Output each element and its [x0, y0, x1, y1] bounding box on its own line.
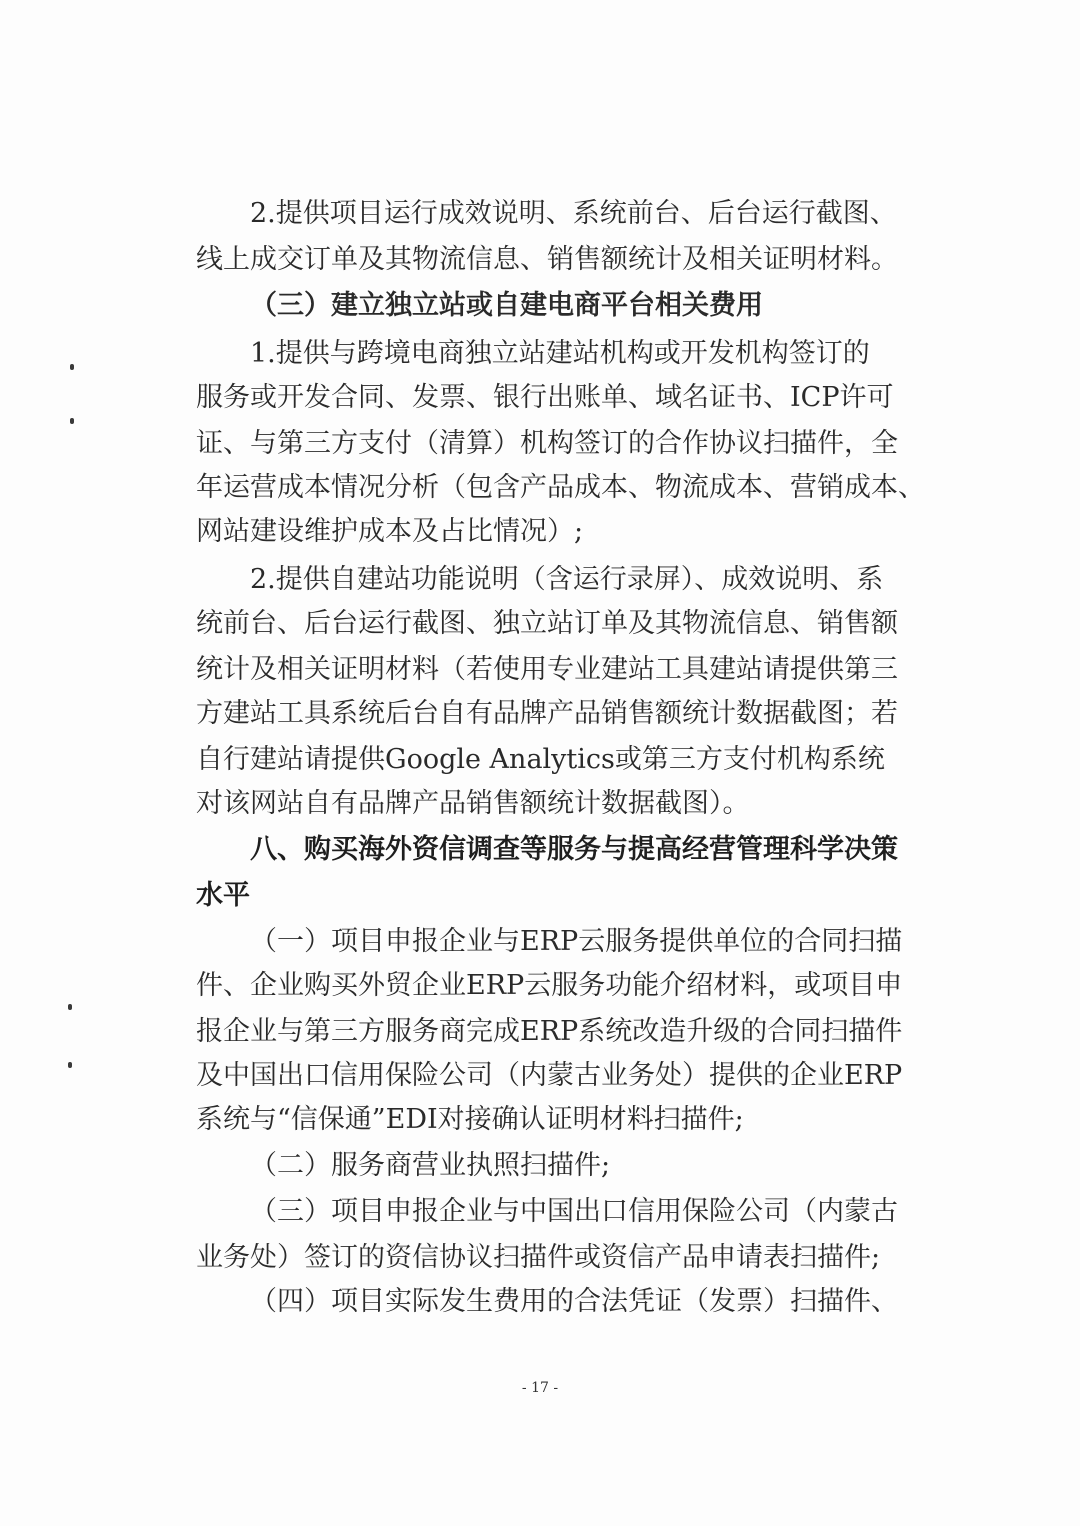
body-line: 及中国出口信用保险公司（内蒙古业务处）提供的企业ERP — [196, 1060, 903, 1091]
section-heading: 八、购买海外资信调查等服务与提高经营管理科学决策 — [250, 834, 898, 865]
binding-hole-mark — [70, 418, 74, 424]
body-line: 方建站工具系统后台自有品牌产品销售额统计数据截图；若 — [196, 698, 898, 729]
body-line: 网站建设维护成本及占比情况）; — [196, 516, 584, 547]
body-line: （四）项目实际发生费用的合法凭证（发票）扫描件、 — [250, 1286, 898, 1317]
body-line: （三）项目申报企业与中国出口信用保险公司（内蒙古 — [250, 1196, 898, 1227]
body-line: 线上成交订单及其物流信息、销售额统计及相关证明材料。 — [196, 244, 898, 275]
section-heading-continued: 水平 — [196, 880, 250, 911]
body-line: 业务处）签订的资信协议扫描件或资信产品申请表扫描件; — [196, 1242, 881, 1273]
body-line: 系统与“信保通”EDI对接确认证明材料扫描件; — [196, 1104, 744, 1135]
binding-hole-mark — [68, 1004, 72, 1010]
body-line: 统前台、后台运行截图、独立站订单及其物流信息、销售额 — [196, 608, 898, 639]
body-line: 件、企业购买外贸企业ERP云服务功能介绍材料，或项目申 — [196, 970, 903, 1001]
binding-hole-mark — [68, 1062, 72, 1068]
body-line: 报企业与第三方服务商完成ERP系统改造升级的合同扫描件 — [196, 1016, 903, 1047]
page-number: - 17 - — [521, 1380, 559, 1396]
binding-hole-mark — [70, 364, 74, 370]
body-line: 年运营成本情况分析（包含产品成本、物流成本、营销成本、 — [196, 472, 925, 503]
body-line: 自行建站请提供Google Analytics或第三方支付机构系统 — [196, 744, 885, 775]
body-line: 2.提供项目运行成效说明、系统前台、后台运行截图、 — [250, 198, 897, 229]
body-line: 统计及相关证明材料（若使用专业建站工具建站请提供第三 — [196, 654, 898, 685]
body-line: 服务或开发合同、发票、银行出账单、域名证书、ICP许可 — [196, 382, 894, 413]
body-line: 2.提供自建站功能说明（含运行录屏）、成效说明、系 — [250, 564, 884, 595]
body-line: （一）项目申报企业与ERP云服务提供单位的合同扫描 — [250, 926, 903, 957]
body-line: （二）服务商营业执照扫描件; — [250, 1150, 611, 1181]
body-line: 证、与第三方支付（清算）机构签订的合作协议扫描件，全 — [196, 428, 898, 459]
body-line: 对该网站自有品牌产品销售额统计数据截图）。 — [196, 788, 750, 819]
body-line: 1.提供与跨境电商独立站建站机构或开发机构签订的 — [250, 338, 870, 369]
section-subheading: （三）建立独立站或自建电商平台相关费用 — [250, 290, 763, 321]
